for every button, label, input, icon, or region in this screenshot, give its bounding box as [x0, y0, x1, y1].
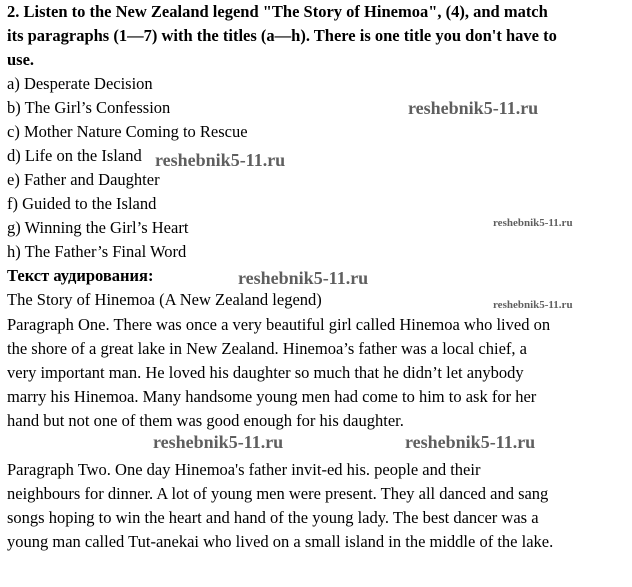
paragraph-one-line-5: hand but not one of them was good enough for his daughter. — [7, 411, 404, 430]
task-heading-line-3: use. — [7, 50, 35, 69]
paragraph-one-line-4: marry his Hinemoa. Many handsome young men had come to him to ask for her — [7, 387, 537, 406]
transcript-label: Текст аудирования: — [7, 266, 154, 285]
watermark: reshebnik5-11.ru — [408, 98, 539, 118]
watermark: reshebnik5-11.ru — [493, 217, 573, 229]
title-f: f) Guided to the Island — [7, 194, 157, 213]
title-b: b) The Girl’s Confession — [7, 98, 171, 117]
paragraph-two-line-2: neighbours for dinner. A lot of young men were present. They all danced and sang — [7, 484, 549, 503]
title-d: d) Life on the Island — [7, 146, 142, 165]
paragraph-two-line-4: young man called Tut-anekai who lived on a small island in the middle of the lake. — [7, 532, 554, 551]
watermark: reshebnik5-11.ru — [153, 432, 284, 452]
paragraph-one-line-2: the shore of a great lake in New Zealand. Hinemoa’s father was a local chief, a — [7, 339, 527, 358]
task-heading-line-2: its paragraphs (1—7) with the titles (a—h). There is one title you don't have to — [7, 26, 557, 45]
title-a: a) Desperate Decision — [7, 74, 153, 93]
watermark: reshebnik5-11.ru — [238, 268, 369, 288]
story-title: The Story of Hinemoa (A New Zealand legend) — [7, 290, 322, 309]
paragraph-one-line-1: Paragraph One. There was once a very beautiful girl called Hinemoa who lived on — [7, 315, 551, 334]
title-c: c) Mother Nature Coming to Rescue — [7, 122, 248, 141]
title-h: h) The Father’s Final Word — [7, 242, 187, 261]
paragraph-one-line-3: very important man. He loved his daughter so much that he didn’t let anybody — [7, 363, 524, 382]
title-g: g) Winning the Girl’s Heart — [7, 218, 189, 237]
watermark: reshebnik5-11.ru — [155, 150, 286, 170]
watermark: reshebnik5-11.ru — [493, 299, 573, 311]
paragraph-two-line-3: songs hoping to win the heart and hand of the young lady. The best dancer was a — [7, 508, 539, 527]
watermark: reshebnik5-11.ru — [405, 432, 536, 452]
task-heading-line-1: 2. Listen to the New Zealand legend "The Story of Hinemoa", (4), and match — [7, 2, 548, 21]
title-e: e) Father and Daughter — [7, 170, 160, 189]
paragraph-two-line-1: Paragraph Two. One day Hinemoa's father invit-ed his. people and their — [7, 460, 481, 479]
